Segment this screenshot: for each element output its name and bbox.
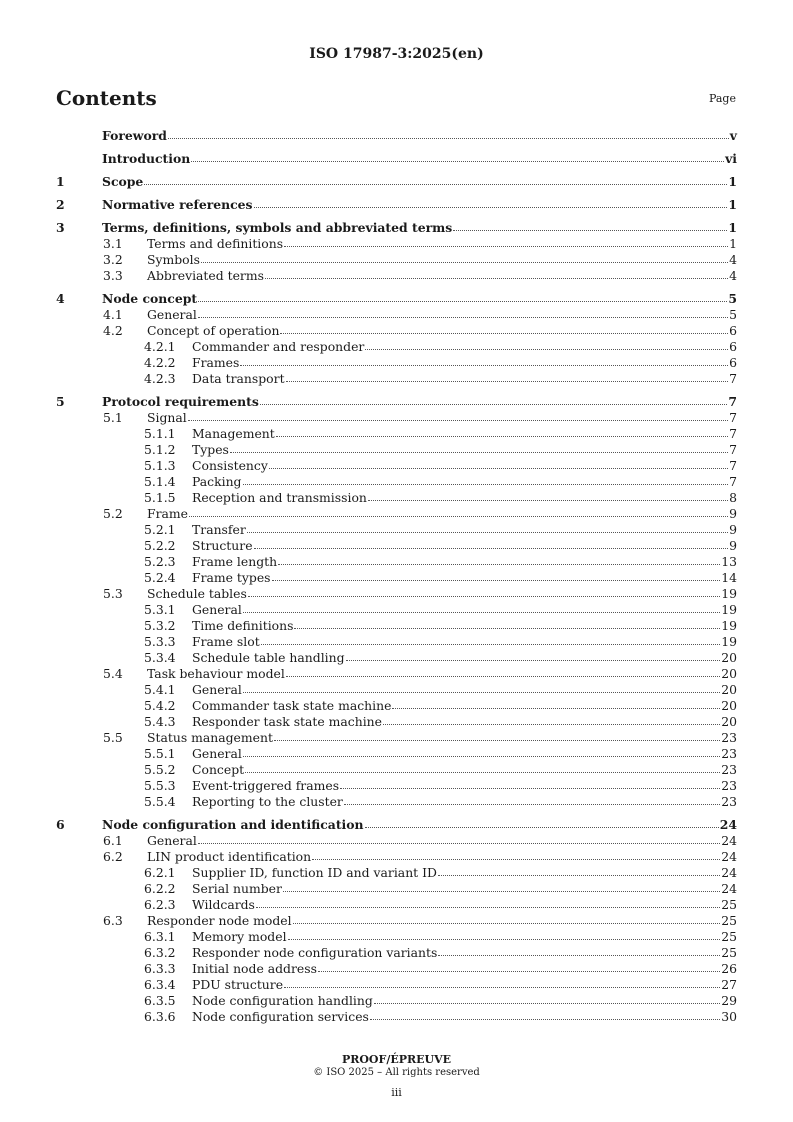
toc-entry-number: 6.3 [103, 913, 123, 928]
toc-entry-number: 4.2.2 [144, 355, 176, 370]
toc-entry-number: 5.5.3 [144, 778, 176, 793]
toc-dot-leader [256, 896, 720, 908]
toc-entry-number: 5.2 [103, 506, 123, 521]
toc-entry-title: Schedule tables [147, 586, 247, 601]
toc-entry-title: Supplier ID, function ID and variant ID [192, 865, 437, 880]
toc-entry-title: Frame slot [192, 634, 260, 649]
toc-entry[interactable] [56, 151, 737, 167]
toc-entry[interactable] [56, 682, 737, 698]
toc-entry-title: LIN product identification [147, 849, 312, 864]
toc-dot-leader [144, 173, 727, 185]
toc-entry[interactable] [56, 913, 737, 929]
toc-entry-page: 1 [728, 220, 737, 235]
toc-entry-title: Scope [102, 174, 144, 189]
toc-entry-page: 24 [721, 849, 737, 864]
toc-entry[interactable] [56, 897, 737, 913]
toc-dot-leader [191, 150, 724, 162]
toc-entry-title: Memory model [192, 929, 287, 944]
toc-entry[interactable] [56, 426, 737, 442]
toc-entry-number: 6 [56, 817, 65, 832]
toc-entry[interactable] [56, 371, 737, 387]
toc-entry-title: Concept of operation [147, 323, 280, 338]
toc-entry-number: 5.4.2 [144, 698, 176, 713]
toc-entry-number: 5.1 [103, 410, 123, 425]
toc-entry[interactable] [56, 323, 737, 339]
toc-entry-number: 6.2.1 [144, 865, 176, 880]
toc-entry-title: Frame [147, 506, 188, 521]
toc-dot-leader [254, 537, 729, 549]
toc-dot-leader [374, 992, 720, 1004]
toc-entry-page: 20 [721, 666, 737, 681]
toc-entry-title: Task behaviour model [147, 666, 285, 681]
toc-entry-title: Responder node configuration variants [192, 945, 438, 960]
toc-entry-title: Frame length [192, 554, 278, 569]
toc-entry-number: 3.2 [103, 252, 123, 267]
toc-dot-leader [269, 457, 728, 469]
copyright-notice: © ISO 2025 – All rights reserved [313, 1067, 480, 1078]
toc-entry-number: 5.3.3 [144, 634, 176, 649]
toc-entry-number: 3 [56, 220, 65, 235]
toc-entry-title: Event-triggered frames [192, 778, 340, 793]
toc-entry-page: 24 [721, 833, 737, 848]
toc-dot-leader [283, 880, 720, 892]
toc-entry-title: Frames [192, 355, 240, 370]
toc-entry-title: Symbols [147, 252, 200, 267]
toc-entry-title: Time definitions [192, 618, 294, 633]
toc-entry[interactable] [56, 634, 737, 650]
toc-entry[interactable] [56, 490, 737, 506]
toc-entry-title: Frame types [192, 570, 271, 585]
proof-label: PROOF/ÉPREUVE [341, 1053, 452, 1066]
toc-dot-leader [392, 697, 720, 709]
toc-entry-page: 1 [728, 174, 737, 189]
toc-entry-title: Serial number [192, 881, 282, 896]
toc-entry-title: Reception and transmission [192, 490, 367, 505]
toc-dot-leader [188, 409, 728, 421]
toc-entry-title: Foreword [102, 128, 167, 143]
toc-entry-page: 6 [729, 323, 737, 338]
toc-dot-leader [201, 251, 728, 263]
toc-entry[interactable] [56, 236, 737, 252]
toc-entry-title: Concept [192, 762, 245, 777]
toc-entry-page: 7 [729, 474, 737, 489]
toc-entry-number: 5.5.4 [144, 794, 176, 809]
toc-entry-number: 6.1 [103, 833, 123, 848]
toc-entry[interactable] [56, 252, 737, 268]
toc-dot-leader [245, 761, 720, 773]
toc-dot-leader [198, 290, 727, 302]
toc-entry-page: 4 [729, 268, 737, 283]
toc-entry-title: Terms, definitions, symbols and abbreviated terms [102, 220, 453, 235]
toc-entry[interactable] [56, 849, 737, 865]
toc-entry-title: Consistency [192, 458, 268, 473]
toc-entry[interactable] [56, 355, 737, 371]
toc-entry[interactable] [56, 929, 737, 945]
toc-dot-leader [288, 928, 721, 940]
toc-entry-title: Commander task state machine [192, 698, 392, 713]
toc-entry[interactable] [56, 618, 737, 634]
toc-dot-leader [247, 521, 728, 533]
toc-entry-title: Packing [192, 474, 242, 489]
toc-entry-page: 25 [721, 929, 737, 944]
toc-entry-number: 4.2.3 [144, 371, 176, 386]
toc-entry-page: 5 [729, 307, 737, 322]
toc-entry-number: 4.2.1 [144, 339, 176, 354]
toc-entry-title: Responder task state machine [192, 714, 382, 729]
toc-dot-leader [261, 633, 721, 645]
toc-entry-title: Node configuration and identification [102, 817, 364, 832]
toc-entry[interactable] [56, 778, 737, 794]
toc-entry-number: 5.2.3 [144, 554, 176, 569]
toc-dot-leader [340, 777, 720, 789]
toc-entry-page: 5 [728, 291, 737, 306]
toc-entry-page: 7 [729, 426, 737, 441]
page-column-label: Page [708, 92, 736, 105]
toc-entry-page: 13 [721, 554, 737, 569]
toc-dot-leader [280, 322, 728, 334]
toc-dot-leader [198, 832, 720, 844]
toc-entry[interactable] [56, 602, 737, 618]
toc-entry-number: 5.3.2 [144, 618, 176, 633]
toc-entry-number: 3.1 [103, 236, 123, 251]
toc-entry[interactable] [56, 650, 737, 666]
toc-dot-leader [318, 960, 720, 972]
toc-entry-title: General [192, 682, 242, 697]
toc-entry-page: 4 [729, 252, 737, 267]
toc-entry-page: vi [725, 151, 737, 166]
toc-entry-title: Status management [147, 730, 273, 745]
toc-dot-leader [230, 441, 728, 453]
toc-entry[interactable] [56, 394, 737, 410]
toc-entry-page: 1 [728, 197, 737, 212]
toc-entry[interactable] [56, 586, 737, 602]
toc-entry-page: 23 [721, 746, 737, 761]
toc-entry[interactable] [56, 538, 737, 554]
toc-entry-page: 25 [721, 945, 737, 960]
toc-entry[interactable] [56, 220, 737, 236]
toc-entry-page: 23 [721, 762, 737, 777]
toc-entry[interactable] [56, 961, 737, 977]
toc-entry-number: 6.2.3 [144, 897, 176, 912]
toc-dot-leader [248, 585, 720, 597]
toc-entry-page: 26 [721, 961, 737, 976]
toc-dot-leader [286, 370, 729, 382]
toc-dot-leader [383, 713, 720, 725]
toc-entry-number: 5.5 [103, 730, 123, 745]
toc-entry-title: Introduction [102, 151, 191, 166]
toc-entry-number: 6.2 [103, 849, 123, 864]
toc-entry-title: General [147, 833, 197, 848]
toc-entry-title: PDU structure [192, 977, 284, 992]
toc-entry[interactable] [56, 128, 737, 144]
page-number: iii [391, 1086, 402, 1099]
toc-entry-number: 6.3.5 [144, 993, 176, 1008]
toc-entry[interactable] [56, 977, 737, 993]
toc-entry-title: General [147, 307, 197, 322]
toc-entry-title: Structure [192, 538, 253, 553]
toc-entry[interactable] [56, 794, 737, 810]
toc-entry-page: 9 [729, 506, 737, 521]
toc-entry-page: 25 [721, 897, 737, 912]
toc-entry[interactable] [56, 817, 737, 833]
toc-entry-page: 7 [728, 394, 737, 409]
toc-entry-page: 24 [721, 865, 737, 880]
toc-entry-number: 3.3 [103, 268, 123, 283]
toc-entry-title: Transfer [192, 522, 246, 537]
toc-entry-page: 24 [719, 817, 737, 832]
toc-entry-number: 6.3.1 [144, 929, 176, 944]
table-of-contents [56, 128, 737, 1025]
toc-entry-title: Wildcards [192, 897, 255, 912]
toc-entry-page: 20 [721, 650, 737, 665]
toc-dot-leader [243, 473, 729, 485]
toc-dot-leader [368, 489, 728, 501]
toc-entry[interactable] [56, 714, 737, 730]
toc-entry-number: 4 [56, 291, 65, 306]
toc-dot-leader [365, 338, 728, 350]
toc-dot-leader [370, 1008, 720, 1020]
toc-entry[interactable] [56, 554, 737, 570]
toc-entry-page: 20 [721, 682, 737, 697]
toc-entry-number: 4.2 [103, 323, 123, 338]
toc-entry[interactable] [56, 1009, 737, 1025]
toc-dot-leader [438, 944, 720, 956]
toc-entry-number: 5.1.4 [144, 474, 176, 489]
toc-entry[interactable] [56, 762, 737, 778]
toc-dot-leader [344, 793, 720, 805]
toc-entry[interactable] [56, 197, 737, 213]
toc-dot-leader [438, 864, 720, 876]
toc-entry[interactable] [56, 993, 737, 1009]
toc-entry-number: 5.4.3 [144, 714, 176, 729]
toc-entry-number: 6.3.3 [144, 961, 176, 976]
toc-entry-title: Management [192, 426, 275, 441]
toc-entry-number: 5.3.1 [144, 602, 176, 617]
toc-entry-title: Responder node model [147, 913, 292, 928]
toc-entry-title: Normative references [102, 197, 253, 212]
toc-entry[interactable] [56, 506, 737, 522]
toc-entry-page: 19 [721, 618, 737, 633]
toc-entry-page: 9 [729, 538, 737, 553]
toc-dot-leader [284, 235, 728, 247]
toc-dot-leader [365, 816, 719, 828]
toc-entry-title: Initial node address [192, 961, 317, 976]
toc-entry-title: Signal [147, 410, 187, 425]
toc-entry[interactable] [56, 291, 737, 307]
toc-entry-page: 23 [721, 794, 737, 809]
toc-dot-leader [243, 681, 720, 693]
toc-entry-title: Terms and definitions [147, 236, 284, 251]
toc-entry-number: 5.1.5 [144, 490, 176, 505]
toc-entry-number: 5.5.1 [144, 746, 176, 761]
toc-dot-leader [243, 601, 720, 613]
toc-entry-page: 25 [721, 913, 737, 928]
toc-dot-leader [198, 306, 728, 318]
toc-entry-title: Node configuration handling [192, 993, 373, 1008]
toc-entry-number: 6.3.6 [144, 1009, 176, 1024]
toc-entry-title: Node configuration services [192, 1009, 369, 1024]
toc-entry-page: 19 [721, 602, 737, 617]
toc-entry-number: 5.2.4 [144, 570, 176, 585]
toc-entry-title: Types [192, 442, 229, 457]
toc-entry-number: 6.3.2 [144, 945, 176, 960]
toc-entry[interactable] [56, 666, 737, 682]
toc-entry[interactable] [56, 474, 737, 490]
toc-dot-leader [286, 665, 720, 677]
toc-dot-leader [312, 848, 720, 860]
toc-entry-page: 24 [721, 881, 737, 896]
document-id: ISO 17987-3:2025(en) [309, 46, 484, 62]
toc-entry-page: 8 [729, 490, 737, 505]
toc-entry[interactable] [56, 307, 737, 323]
toc-entry-page: 6 [729, 339, 737, 354]
toc-dot-leader [293, 912, 721, 924]
toc-entry-number: 5.4.1 [144, 682, 176, 697]
toc-entry[interactable] [56, 570, 737, 586]
toc-entry[interactable] [56, 410, 737, 426]
toc-dot-leader [189, 505, 728, 517]
toc-entry-page: 27 [721, 977, 737, 992]
toc-dot-leader [346, 649, 721, 661]
toc-entry-page: 20 [721, 698, 737, 713]
toc-entry-page: 7 [729, 410, 737, 425]
toc-dot-leader [272, 569, 721, 581]
toc-entry-page: 9 [729, 522, 737, 537]
toc-entry-number: 5.1.1 [144, 426, 176, 441]
toc-entry[interactable] [56, 698, 737, 714]
toc-entry[interactable] [56, 730, 737, 746]
toc-entry-number: 5.5.2 [144, 762, 176, 777]
toc-entry-number: 4.1 [103, 307, 123, 322]
toc-entry[interactable] [56, 339, 737, 355]
toc-entry-title: Schedule table handling [192, 650, 345, 665]
toc-entry-title: General [192, 746, 242, 761]
toc-entry-page: 14 [721, 570, 737, 585]
toc-entry-number: 6.3.4 [144, 977, 176, 992]
toc-entry-number: 5.1.3 [144, 458, 176, 473]
toc-entry-number: 5.3.4 [144, 650, 176, 665]
toc-dot-leader [168, 127, 729, 139]
toc-entry-page: 19 [721, 586, 737, 601]
toc-entry[interactable] [56, 945, 737, 961]
toc-entry[interactable] [56, 268, 737, 284]
toc-dot-leader [243, 745, 720, 757]
toc-entry[interactable] [56, 458, 737, 474]
toc-entry[interactable] [56, 833, 737, 849]
toc-entry-page: 30 [721, 1009, 737, 1024]
toc-entry-page: 7 [729, 458, 737, 473]
toc-dot-leader [453, 219, 727, 231]
toc-entry-page: 23 [721, 730, 737, 745]
toc-entry-title: Commander and responder [192, 339, 365, 354]
toc-entry-page: 1 [729, 236, 737, 251]
toc-entry-title: Reporting to the cluster [192, 794, 343, 809]
toc-entry-page: 7 [729, 442, 737, 457]
toc-dot-leader [284, 976, 720, 988]
toc-entry-title: Abbreviated terms [147, 268, 264, 283]
toc-dot-leader [278, 553, 720, 565]
contents-title: Contents [56, 86, 157, 110]
toc-dot-leader [265, 267, 728, 279]
toc-dot-leader [260, 393, 728, 405]
toc-entry-page: v [729, 128, 737, 143]
toc-entry[interactable] [56, 522, 737, 538]
toc-dot-leader [274, 729, 720, 741]
toc-entry[interactable] [56, 881, 737, 897]
toc-entry-number: 5 [56, 394, 65, 409]
toc-entry-title: Data transport [192, 371, 285, 386]
toc-dot-leader [276, 425, 728, 437]
toc-entry-number: 5.1.2 [144, 442, 176, 457]
toc-dot-leader [294, 617, 720, 629]
toc-entry-title: General [192, 602, 242, 617]
toc-entry-page: 29 [721, 993, 737, 1008]
toc-entry-title: Node concept [102, 291, 198, 306]
toc-entry-number: 6.2.2 [144, 881, 176, 896]
toc-entry-number: 5.2.1 [144, 522, 176, 537]
toc-entry-number: 5.3 [103, 586, 123, 601]
toc-entry-page: 7 [729, 371, 737, 386]
toc-entry-number: 2 [56, 197, 65, 212]
toc-entry-page: 6 [729, 355, 737, 370]
toc-entry[interactable] [56, 746, 737, 762]
toc-entry-title: Protocol requirements [102, 394, 259, 409]
toc-entry-page: 19 [721, 634, 737, 649]
toc-entry[interactable] [56, 865, 737, 881]
toc-dot-leader [254, 196, 728, 208]
toc-entry[interactable] [56, 442, 737, 458]
toc-entry[interactable] [56, 174, 737, 190]
toc-entry-number: 5.4 [103, 666, 123, 681]
toc-entry-page: 23 [721, 778, 737, 793]
toc-entry-page: 20 [721, 714, 737, 729]
toc-dot-leader [240, 354, 728, 366]
toc-entry-number: 1 [56, 174, 65, 189]
toc-entry-number: 5.2.2 [144, 538, 176, 553]
